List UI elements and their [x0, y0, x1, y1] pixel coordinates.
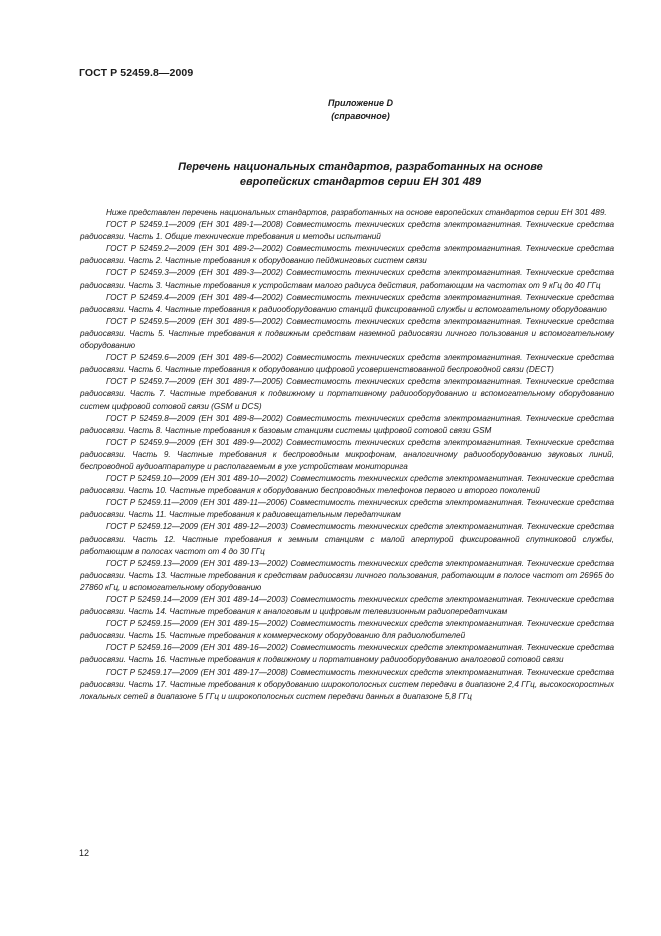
list-item — [80, 473, 614, 497]
standard-title: Совместимость технических средств электромагнитная. Технические средства радиосвязи. Часть 5. Частные требования к подвижным средствам наземной радиосвязи личного пользования и вспомогательному оборудованию — [80, 316, 614, 351]
standard-ref: ГОСТ Р 52459.12—2009 (ЕН 301 489-12—2003) — [106, 522, 288, 532]
standard-title: Совместимость технических средств электромагнитная. Технические средства радиосвязи. Часть 14. Частные требования к аналоговым и цифровым телевизионным радиопередатчикам — [80, 595, 614, 617]
standard-ref: ГОСТ Р 52459.4—2009 (ЕН 301 489-4—2002) — [106, 292, 283, 302]
standard-ref: ГОСТ Р 52459.9—2009 (ЕН 301 489-9—2002) — [106, 437, 283, 447]
list-item — [80, 219, 614, 243]
standard-ref: ГОСТ Р 52459.3—2009 (ЕН 301 489-3—2002) — [106, 268, 283, 278]
standard-title: Совместимость технических средств электромагнитная. Технические средства радиосвязи. Часть 8. Частные требования к базовым станциям системы цифровой сотовой связи GSM — [80, 413, 614, 435]
standard-title: Совместимость технических средств электромагнитная. Технические средства радиосвязи. Часть 9. Частные требования к беспроводным микрофонам, аналогичному радиооборудованию звуковых линий, беспроводной аудиоаппаратуре и располагаемым в ухе устройствам мониторинга — [80, 437, 614, 471]
list-item — [80, 437, 614, 473]
standard-title: Совместимость технических средств электромагнитная. Технические средства радиосвязи. Часть 6. Частные требования к оборудованию цифровой усовершенствованной беспроводной связи (DECT) — [80, 353, 614, 375]
standard-title: Совместимость технических средств электромагнитная. Технические средства радиосвязи. Часть 11. Частные требования к радиовещательным передатчикам — [80, 498, 614, 520]
list-item — [80, 267, 614, 291]
standard-ref: ГОСТ Р 52459.1—2009 (ЕН 301 489-1—2008) — [106, 220, 283, 230]
standard-title: Совместимость технических средств электромагнитная. Технические средства радиосвязи. Часть 1. Общие технические требования и методы испытаний — [80, 220, 614, 242]
standard-ref: ГОСТ Р 52459.17—2009 (ЕН 301 489-17—2008) — [106, 667, 288, 677]
list-item — [80, 667, 614, 703]
standard-title: Совместимость технических средств электромагнитная. Технические средства радиосвязи. Часть 10. Частные требования к оборудованию беспроводных телефонов первого и второго поколений — [80, 474, 614, 496]
standard-title: Совместимость технических средств электромагнитная. Технические средства радиосвязи. Часть 7. Частные требования к подвижному и портативному радиооборудованию и вспомогательному оборудованию систем цифровой сотовой связи (GSM и DCS) — [80, 377, 614, 411]
standard-ref: ГОСТ Р 52459.6—2009 (ЕН 301 489-6—2002) — [106, 353, 283, 363]
standard-ref: ГОСТ Р 52459.13—2009 (ЕН 301 489-13—2002) — [106, 558, 288, 568]
standard-ref: ГОСТ Р 52459.7—2009 (ЕН 301 489-7—2005) — [106, 377, 283, 387]
list-item — [80, 316, 614, 352]
standard-ref: ГОСТ Р 52459.16—2009 (ЕН 301 489-16—2002) — [106, 643, 288, 653]
standard-ref: ГОСТ Р 52459.5—2009 (ЕН 301 489-5—2002) — [106, 316, 283, 326]
standard-title: Совместимость технических средств электромагнитная. Технические средства радиосвязи. Часть 3. Частные требования к устройствам малого радиуса действия, работающим на частотах от 9 кГц до 40 ГГц — [80, 268, 614, 290]
standard-title: Совместимость технических средств электромагнитная. Технические средства радиосвязи. Часть 15. Частные требования к коммерческому оборудованию для радиолюбителей — [80, 619, 614, 641]
list-item — [80, 376, 614, 412]
list-item — [80, 642, 614, 666]
standard-ref: ГОСТ Р 52459.2—2009 (ЕН 301 489-2—2002) — [106, 244, 283, 254]
standard-title: Совместимость технических средств электромагнитная. Технические средства радиосвязи. Часть 13. Частные требования к средствам радиосвязи личного пользования, работающим в полосе частот от 26965 до 27860 кГц, и вспомогательному оборудованию — [80, 558, 614, 592]
standard-title: Совместимость технических средств электромагнитная. Технические средства радиосвязи. Часть 16. Частные требования к подвижному и портативному радиооборудованию аналоговой сотовой связи — [80, 643, 614, 665]
list-item — [80, 497, 614, 521]
standard-ref: ГОСТ Р 52459.10—2009 (ЕН 301 489-10—2002) — [106, 474, 288, 484]
list-item — [80, 413, 614, 437]
list-item — [80, 292, 614, 316]
list-item — [80, 618, 614, 642]
standard-ref: ГОСТ Р 52459.8—2009 (ЕН 301 489-8—2002) — [106, 413, 283, 423]
intro-paragraph: Ниже представлен перечень национальных стандартов, разработанных на основе европейских стандартов серии ЕН 301 489. — [106, 208, 607, 217]
list-item — [80, 521, 614, 557]
list-item — [80, 352, 614, 376]
list-item — [80, 243, 614, 267]
standard-title: Совместимость технических средств электромагнитная. Технические средства радиосвязи. Часть 4. Частные требования к радиооборудованию станций фиксированной службы и вспомогательному оборудованию — [80, 292, 614, 314]
standard-ref: ГОСТ Р 52459.15—2009 (ЕН 301 489-15—2002) — [106, 619, 288, 629]
annex-title: Приложение D — [328, 98, 393, 108]
list-item — [80, 594, 614, 618]
document-code: ГОСТ Р 52459.8—2009 — [79, 67, 194, 79]
section-heading-line-2: европейских стандартов серии ЕН 301 489 — [239, 176, 482, 188]
standard-ref: ГОСТ Р 52459.11—2009 (ЕН 301 489-11—2006) — [106, 498, 288, 508]
standard-title: Совместимость технических средств электромагнитная. Технические средства радиосвязи. Часть 17. Частные требования к оборудованию широкополосных систем передачи в диапазоне 2,4 ГГц, высокоскоростных локальных сетей в диапазоне 5 ГГц и широкополосных систем передачи данных в диапазоне 5,8 ГГц — [80, 667, 614, 701]
standard-title: Совместимость технических средств электромагнитная. Технические средства радиосвязи. Часть 2. Частные требования к оборудованию пейджинговых систем связи — [80, 244, 614, 266]
standard-ref: ГОСТ Р 52459.14—2009 (ЕН 301 489-14—2003) — [106, 595, 288, 604]
annex-subtitle: (справочное) — [331, 111, 390, 121]
list-item — [80, 558, 614, 594]
page-number: 12 — [79, 848, 90, 858]
section-heading — [30, 160, 661, 190]
standards-list — [80, 207, 614, 703]
standard-title: Совместимость технических средств электромагнитная. Технические средства радиосвязи. Часть 12. Частные требования к земным станциям с малой апертурой фиксированной спутниковой службы, работающим в полосах частот от 4 до 30 ГГц — [80, 522, 614, 556]
section-heading-line-1: Перечень национальных стандартов, разработанных на основе — [178, 161, 543, 173]
